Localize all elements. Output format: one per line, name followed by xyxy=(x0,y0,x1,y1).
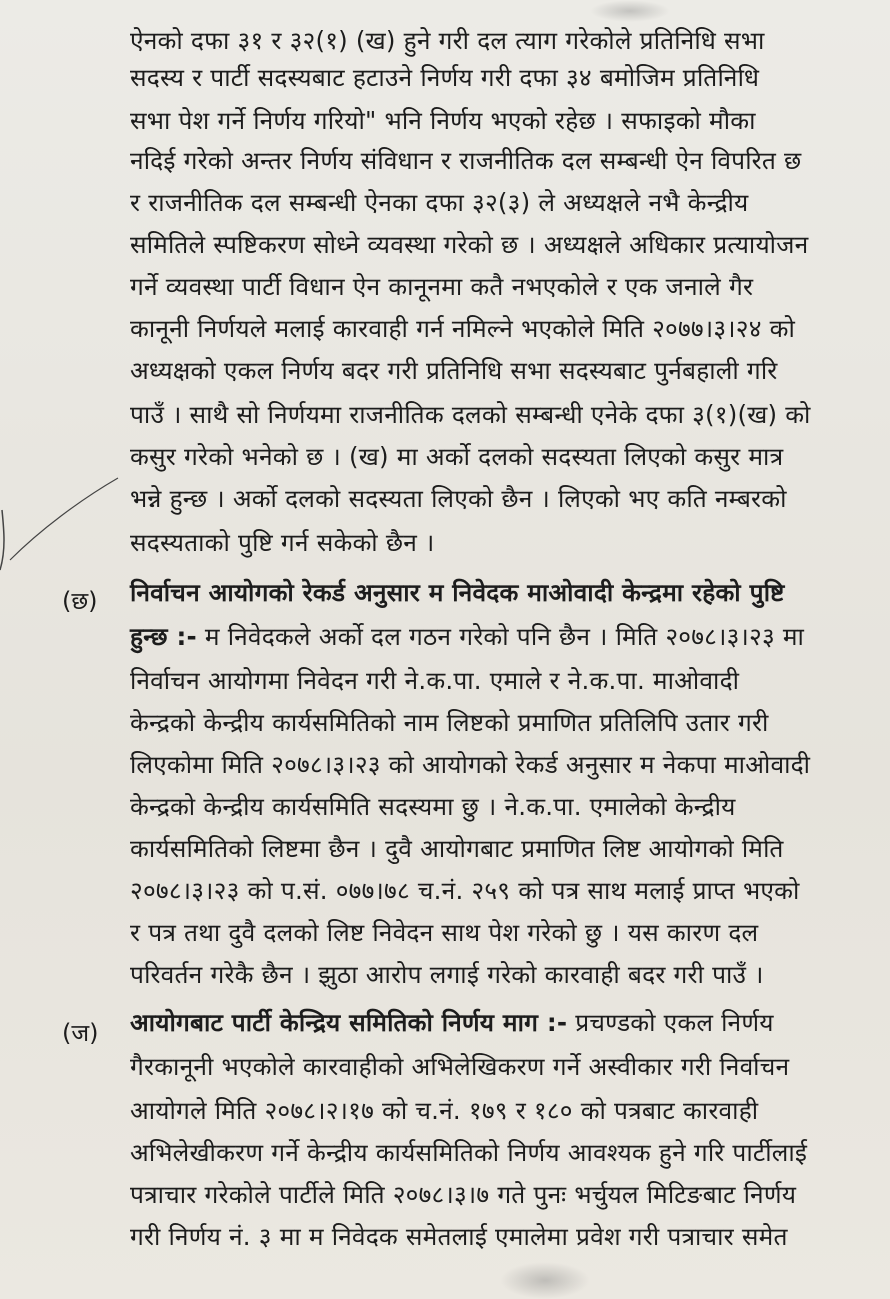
text-line: अध्यक्षको एकल निर्णय बदर गरी प्रतिनिधि सभा सदस्यबाट पुर्नबहाली गरि xyxy=(130,356,778,385)
text-line: गैरकानूनी भएकोले कारवाहीको अभिलेखिकरण गर्ने अस्वीकार गरी निर्वाचन xyxy=(130,1052,790,1081)
text-line: कार्यसमितिको लिष्टमा छैन । दुवै आयोगबाट प्रमाणित लिष्ट आयोगको मिति xyxy=(130,834,784,863)
text-line: भन्ने हुन्छ । अर्को दलको सदस्यता लिएको छैन । लिएको भए कति नम्बरको xyxy=(130,484,787,513)
text-line: र पत्र तथा दुवै दलको लिष्ट निवेदन साथ पेश गरेको छु । यस कारण दल xyxy=(130,918,759,947)
text-line: आयोगले मिति २०७८।२।१७ को च.नं. १७९ र १८० को पत्रबाट कारवाही xyxy=(130,1096,759,1125)
text-line: केन्द्रको केन्द्रीय कार्यसमिति सदस्यमा छु । ने.क.पा. एमालेको केन्द्रीय xyxy=(130,792,736,821)
text-line: गरी निर्णय नं. ३ मा म निवेदक समेतलाई एमालेमा प्रवेश गरी पत्राचार समेत xyxy=(130,1222,788,1251)
text-line: अभिलेखीकरण गर्ने केन्द्रीय कार्यसमितिको निर्णय आवश्यक हुने गरि पार्टीलाई xyxy=(130,1138,808,1167)
text-line: र राजनीतिक दल सम्बन्धी ऐनका दफा ३२(३) ले अध्यक्षले नभै केन्द्रीय xyxy=(130,188,749,217)
ink-smudge-bottom xyxy=(500,1262,590,1299)
text-line: गर्ने व्यवस्था पार्टी विधान ऐन कानूनमा कतै नभएकोले र एक जनाले गैर xyxy=(130,272,754,301)
section-first-line-text: म निवेदकले अर्को दल गठन गरेको पनि छैन । मिति २०७८।३।२३ मा xyxy=(204,622,805,651)
text-line: सदस्यताको पुष्टि गर्न सकेको छैन । xyxy=(130,528,435,557)
text-line: ऐनको दफा ३१ र ३२(१) (ख) हुने गरी दल त्याग गरेकोले प्रतिनिधि सभा xyxy=(130,26,765,55)
text-line: पाउँ । साथै सो निर्णयमा राजनीतिक दलको सम्बन्धी एनेके दफा ३(१)(ख) को xyxy=(130,400,811,429)
section-heading: निर्वाचन आयोगको रेकर्ड अनुसार म निवेदक माओवादी केन्द्रमा रहेको पुष्टि xyxy=(130,578,785,607)
text-line xyxy=(130,1004,774,1042)
margin-pen-mark xyxy=(0,470,120,580)
text-line: लिएकोमा मिति २०७८।३।२३ को आयोगको रेकर्ड अनुसार म नेकपा माओवादी xyxy=(130,750,811,779)
text-line: सदस्य र पार्टी सदस्यबाट हटाउने निर्णय गरी दफा ३४ बमोजिम प्रतिनिधि xyxy=(130,63,760,92)
section-heading: आयोगबाट पार्टी केन्द्रिय समितिको निर्णय माग :- xyxy=(130,1008,568,1037)
text-line: कसुर गरेको भनेको छ । (ख) मा अर्को दलको सदस्यता लिएको कसुर मात्र xyxy=(130,442,784,471)
text-line: पत्राचार गरेकोले पार्टीले मिति २०७८।३।७ गते पुनः भर्चुयल मिटिङबाट निर्णय xyxy=(130,1180,797,1209)
text-line: २०७८।३।२३ को प.सं. ०७७।७८ च.नं. २५९ को पत्र साथ मलाई प्राप्त भएको xyxy=(130,876,800,905)
text-line: परिवर्तन गरेकै छैन । झुठा आरोप लगाई गरेको कारवाही बदर गरी पाउँ । xyxy=(130,960,764,989)
text-line: केन्द्रको केन्द्रीय कार्यसमितिको नाम लिष्टको प्रमाणित प्रतिलिपि उतार गरी xyxy=(130,708,769,737)
text-line: समितिले स्पष्टिकरण सोध्ने व्यवस्था गरेको छ । अध्यक्षले अधिकार प्रत्यायोजन xyxy=(130,230,809,259)
text-line: निर्वाचन आयोगमा निवेदन गरी ने.क.पा. एमाले र ने.क.पा. माओवादी xyxy=(130,666,740,695)
section-label: (ज) xyxy=(62,1019,99,1047)
section-first-line-text: प्रचण्डको एकल निर्णय xyxy=(575,1008,774,1037)
ink-smudge-top xyxy=(590,0,670,22)
text-line xyxy=(130,618,804,656)
section-label: (छ) xyxy=(62,587,98,615)
section-heading-continued: हुन्छ :- xyxy=(130,622,197,651)
text-line: कानूनी निर्णयले मलाई कारवाही गर्न नमिल्ने भएकोले मिति २०७७।३।२४ को xyxy=(130,314,796,343)
text-line: नदिई गरेको अन्तर निर्णय संविधान र राजनीतिक दल सम्बन्धी ऐन विपरित छ xyxy=(130,146,802,175)
text-line: सभा पेश गर्ने निर्णय गरियो" भनि निर्णय भएको रहेछ । सफाइको मौका xyxy=(130,106,756,135)
